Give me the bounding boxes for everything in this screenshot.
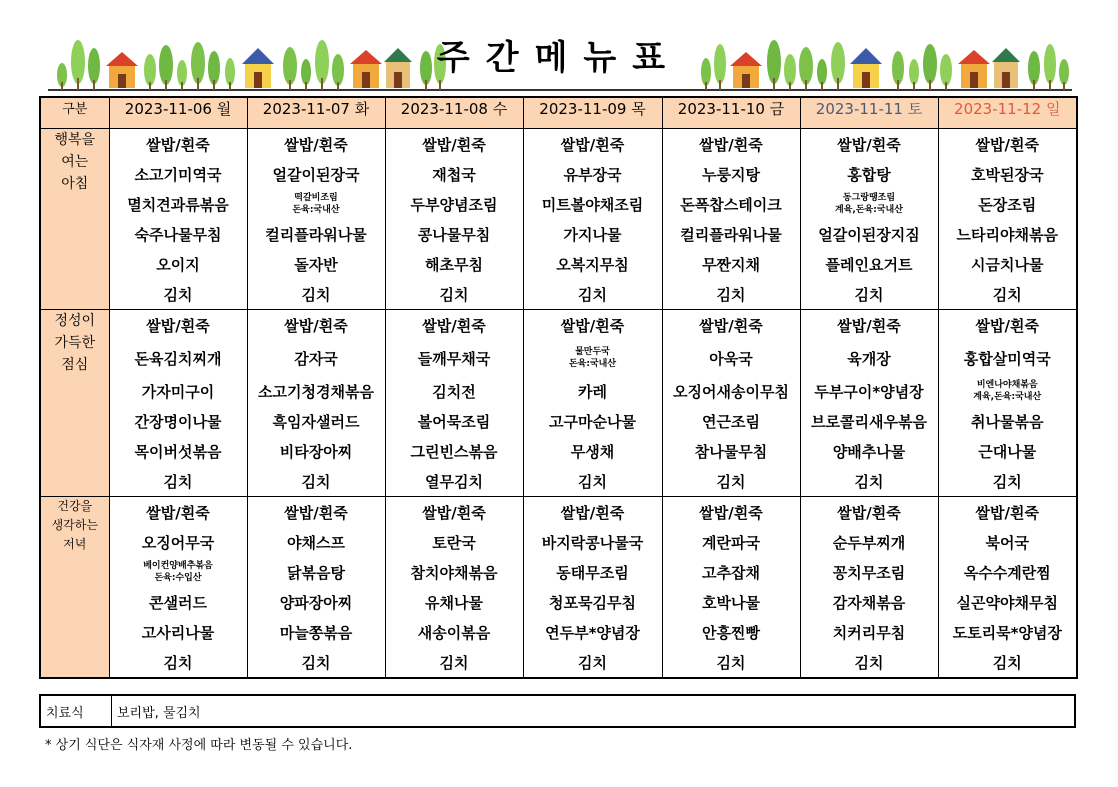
menu-item: 김치: [439, 285, 469, 304]
menu-item: 쌀밥/흰죽: [699, 503, 763, 522]
menu-item: 쌀밥/흰죽: [422, 316, 486, 335]
menu-item: 유부장국: [563, 165, 622, 184]
menu-cell: [109, 129, 247, 310]
menu-item: 두부구이*양념장: [814, 382, 924, 401]
menu-item: 양배추나물: [832, 442, 906, 461]
menu-item: 옥수수계란찜: [963, 563, 1051, 582]
menu-item: 양파장아찌: [279, 593, 353, 612]
menu-item: 두부양념조림: [410, 195, 498, 214]
menu-cell: [662, 129, 800, 310]
menu-item: 들깨무채국: [417, 349, 491, 368]
menu-cell: [109, 497, 247, 679]
menu-item: 쌀밥/흰죽: [699, 135, 763, 154]
menu-item: 돌자반: [294, 255, 338, 274]
menu-item: 쌀밥/흰죽: [837, 503, 901, 522]
menu-item: 콩나물무침: [417, 225, 491, 244]
menu-item: 볼어묵조림: [417, 412, 491, 431]
menu-item: 비엔나야채볶음 계육,돈육:국내산: [973, 380, 1042, 402]
menu-item: 돈폭찹스테이크: [680, 195, 782, 214]
menu-cell: [800, 310, 938, 497]
day-header: 2023-11-10 금: [662, 97, 800, 129]
menu-item: 카레: [578, 382, 607, 401]
menu-item: 오복지무침: [556, 255, 629, 274]
menu-item: 멸치견과류볶음: [127, 195, 229, 214]
menu-item: 쌀밥/흰죽: [146, 135, 210, 154]
menu-item: 김치: [992, 653, 1022, 672]
menu-item: 쌀밥/흰죽: [560, 503, 625, 522]
therapy-diet-table: [39, 694, 1076, 728]
menu-item: 홍합탕: [847, 165, 891, 184]
menu-item: 쌀밥/흰죽: [837, 135, 901, 154]
menu-cell: [800, 129, 938, 310]
menu-item: 도토리묵*양념장: [952, 623, 1062, 642]
menu-item: 베이컨양배추볶음 돈육:수입산: [143, 561, 213, 583]
menu-item: 김치: [854, 285, 884, 304]
menu-item: 오징어무국: [141, 533, 215, 552]
menu-item: 쌀밥/흰죽: [284, 316, 348, 335]
menu-item: 쌀밥/흰죽: [284, 135, 348, 154]
menu-item: 동그랑땡조림 계육,돈육:국내산: [835, 193, 903, 215]
menu-item: 계란파국: [702, 533, 760, 552]
menu-item: 쌀밥/흰죽: [837, 316, 901, 335]
menu-item: 김치: [163, 285, 193, 304]
menu-cell: [385, 497, 523, 679]
menu-item: 시금치나물: [971, 255, 1044, 274]
menu-item: 김치: [578, 472, 607, 491]
menu-item: 오징어새송이무침: [673, 382, 789, 401]
day-header-sunday: 2023-11-12 일: [938, 97, 1077, 129]
menu-cell: [247, 129, 385, 310]
menu-item: 목이버섯볶음: [134, 442, 222, 461]
menu-item: 김치: [301, 653, 331, 672]
menu-item: 돈장조림: [978, 195, 1037, 214]
menu-item: 닭볶음탕: [287, 563, 345, 582]
menu-item: 쌀밥/흰죽: [422, 135, 486, 154]
menu-item: 김치: [301, 472, 331, 491]
menu-item: 김치: [716, 472, 746, 491]
menu-item: 육개장: [847, 349, 891, 368]
menu-item: 김치: [854, 472, 884, 491]
menu-item: 김치: [301, 285, 331, 304]
menu-cell: [247, 497, 385, 679]
menu-item: 동태무조림: [556, 563, 629, 582]
menu-item: 홍합살미역국: [963, 349, 1051, 368]
menu-item: 감자채볶음: [832, 593, 906, 612]
day-header: 2023-11-06 월: [109, 97, 247, 129]
menu-item: 김치: [439, 653, 469, 672]
menu-item: 김치: [716, 285, 746, 304]
menu-item: 호박된장국: [971, 165, 1044, 184]
menu-item: 김치: [992, 285, 1022, 304]
menu-item: 돈육김치찌개: [134, 349, 222, 368]
menu-item: 야채스프: [287, 533, 345, 552]
menu-item: 쌀밥/흰죽: [284, 503, 348, 522]
header-label: 구분: [40, 97, 109, 129]
menu-cell: [662, 497, 800, 679]
menu-item: 고사리나물: [141, 623, 215, 642]
menu-item: 오이지: [156, 255, 200, 274]
menu-item: 쌀밥/흰죽: [975, 316, 1039, 335]
menu-item: 김치: [578, 285, 607, 304]
menu-item: 소고기미역국: [134, 165, 222, 184]
menu-item: 실곤약야채무침: [956, 593, 1058, 612]
lunch-row: [40, 310, 1077, 497]
day-header: 2023-11-07 화: [247, 97, 385, 129]
menu-item: 청포묵김무침: [549, 593, 636, 612]
menu-item: 고구마순나물: [549, 412, 636, 431]
menu-item: 근대나물: [978, 442, 1037, 461]
menu-item: 열무김치: [425, 472, 483, 491]
menu-item: 참치야채볶음: [410, 563, 498, 582]
menu-item: 취나물볶음: [971, 412, 1044, 431]
menu-item: 쌀밥/흰죽: [422, 503, 486, 522]
menu-item: 토란국: [432, 533, 476, 552]
menu-cell: [523, 129, 662, 310]
menu-item: 유채나물: [425, 593, 483, 612]
menu-item: 꽁치무조림: [832, 563, 906, 582]
menu-cell: [109, 310, 247, 497]
menu-item: 쌀밥/흰죽: [975, 503, 1039, 522]
therapy-label: 치료식: [40, 695, 112, 727]
menu-item: 컬리플라워나물: [265, 225, 367, 244]
menu-item: 고추잡채: [702, 563, 760, 582]
breakfast-row: [40, 129, 1077, 310]
menu-item: 그린빈스볶음: [410, 442, 498, 461]
menu-item: 새송이볶음: [417, 623, 491, 642]
menu-item: 바지락콩나물국: [541, 533, 644, 552]
menu-cell: [247, 310, 385, 497]
meal-label-breakfast: 행복을 여는 아침: [40, 129, 109, 310]
weekly-menu-table: [39, 96, 1078, 679]
menu-item: 얼갈이된장지짐: [818, 225, 920, 244]
meal-label-lunch: 정성이 가득한 점심: [40, 310, 109, 497]
menu-item: 연두부*양념장: [545, 623, 640, 642]
menu-item: 북어국: [985, 533, 1029, 552]
menu-item: 쌀밥/흰죽: [560, 316, 625, 335]
page-title: 주간메뉴표: [436, 38, 682, 78]
menu-item: 떡갈비조림 돈육:국내산: [292, 193, 340, 215]
menu-item: 쌀밥/흰죽: [560, 135, 625, 154]
menu-cell: [385, 129, 523, 310]
menu-item: 쌀밥/흰죽: [146, 316, 210, 335]
menu-item: 쌀밥/흰죽: [699, 316, 763, 335]
menu-item: 아욱국: [709, 349, 753, 368]
menu-item: 김치: [854, 653, 884, 672]
menu-item: 감자국: [294, 349, 338, 368]
menu-item: 가자미구이: [141, 382, 215, 401]
menu-item: 무짠지채: [702, 255, 760, 274]
menu-cell: [938, 310, 1077, 497]
menu-item: 김치: [716, 653, 746, 672]
menu-cell: [800, 497, 938, 679]
menu-item: 가지나물: [563, 225, 622, 244]
menu-item: 흑임자샐러드: [272, 412, 360, 431]
menu-cell: [523, 310, 662, 497]
menu-item: 무생채: [570, 442, 615, 461]
menu-item: 치커리무침: [832, 623, 906, 642]
menu-item: 얼갈이된장국: [272, 165, 360, 184]
menu-cell: [385, 310, 523, 497]
menu-item: 느타리야채볶음: [956, 225, 1058, 244]
menu-cell: [938, 129, 1077, 310]
menu-item: 김치: [163, 472, 193, 491]
menu-item: 참나물무침: [694, 442, 768, 461]
menu-item: 안흥찐빵: [702, 623, 760, 642]
menu-item: 브로콜리새우볶음: [811, 412, 927, 431]
menu-item: 비타장아찌: [279, 442, 353, 461]
menu-item: 숙주나물무침: [134, 225, 222, 244]
dinner-row: [40, 497, 1077, 679]
menu-item: 김치: [578, 653, 607, 672]
menu-item: 플레인요거트: [825, 255, 913, 274]
menu-item: 연근조림: [702, 412, 760, 431]
menu-item: 재첩국: [432, 165, 476, 184]
menu-item: 호박나물: [702, 593, 760, 612]
day-header-saturday: 2023-11-11 토: [800, 97, 938, 129]
menu-item: 해초무침: [425, 255, 483, 274]
menu-item: 간장명이나물: [134, 412, 222, 431]
menu-item: 콘샐러드: [149, 593, 207, 612]
menu-cell: [938, 497, 1077, 679]
menu-item: 김치전: [432, 382, 476, 401]
menu-cell: [523, 497, 662, 679]
menu-item: 쌀밥/흰죽: [146, 503, 210, 522]
day-header: 2023-11-09 목: [523, 97, 662, 129]
therapy-value: 보리밥, 물김치: [112, 695, 1076, 727]
menu-item: 순두부찌개: [832, 533, 906, 552]
day-header: 2023-11-08 수: [385, 97, 523, 129]
menu-item: 마늘쫑볶음: [279, 623, 353, 642]
menu-item: 물만두국 돈육:국내산: [568, 347, 617, 369]
menu-cell: [662, 310, 800, 497]
meal-label-dinner: 건강을 생각하는 저녁: [40, 497, 109, 679]
menu-item: 소고기청경채볶음: [258, 382, 374, 401]
menu-item: 쌀밥/흰죽: [975, 135, 1039, 154]
menu-item: 누룽지탕: [702, 165, 760, 184]
menu-item: 김치: [992, 472, 1022, 491]
footnote: * 상기 식단은 식자재 사정에 따라 변동될 수 있습니다.: [45, 738, 353, 753]
menu-item: 김치: [163, 653, 193, 672]
menu-item: 컬리플라워나물: [680, 225, 782, 244]
header-row: [40, 97, 1077, 129]
menu-item: 미트볼야채조림: [541, 195, 644, 214]
